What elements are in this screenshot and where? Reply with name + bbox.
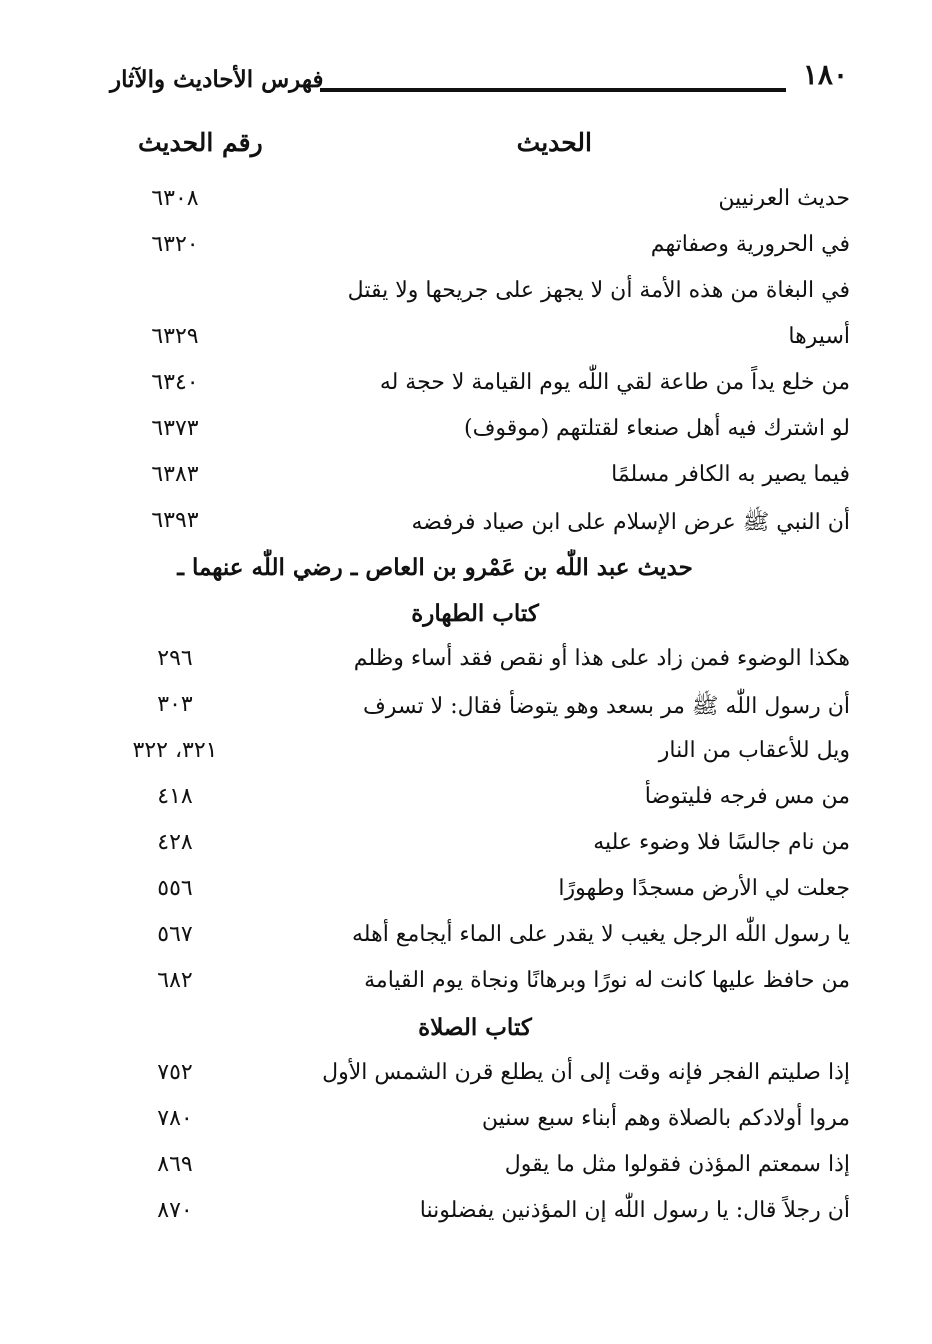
hadith-text: لو اشترك فيه أهل صنعاء لقتلتهم (موقوف) — [464, 416, 850, 441]
running-title: فهرس الأحاديث والآثار — [110, 66, 324, 93]
index-row — [100, 916, 850, 962]
index-row — [100, 272, 850, 318]
hadith-text: من مس فرجه فليتوضأ — [644, 784, 850, 809]
hadith-number: ٦٣٧٣ — [151, 416, 199, 441]
hadith-number: ٧٥٢ — [157, 1060, 193, 1085]
page-header — [110, 58, 848, 98]
hadith-text: إذا صليتم الفجر فإنه وقت إلى أن يطلع قرن الشمس الأول — [322, 1060, 850, 1085]
hadith-text: جعلت لي الأرض مسجدًا وطهورًا — [558, 876, 850, 901]
hadith-number: ٥٥٦ — [157, 876, 193, 901]
hadith-text: من حافظ عليها كانت له نورًا وبرهانًا ونجاة يوم القيامة — [364, 968, 850, 993]
hadith-text: في البغاة من هذه الأمة أن لا يجهز على جريحها ولا يقتل — [347, 278, 850, 303]
index-row — [100, 778, 850, 824]
hadith-text: في الحرورية وصفاتهم — [650, 232, 850, 257]
hadith-text: حديث العرنيين — [718, 186, 850, 211]
hadith-number: ٢٩٦ — [157, 646, 193, 671]
hadith-text: أن رسول اللّٰه ﷺ مر بسعد وهو يتوضأ فقال: لا تسرف — [363, 694, 850, 719]
hadith-text: أسيرها — [788, 324, 850, 349]
index-row — [100, 962, 850, 1008]
index-row — [100, 732, 850, 778]
hadith-number: ٦٣٨٣ — [151, 462, 199, 487]
hadith-text: يا رسول اللّٰه الرجل يغيب لا يقدر على الماء أيجامع أهله — [352, 922, 850, 947]
hadith-number: ٣٠٣ — [157, 692, 193, 717]
hadith-text: أن رجلاً قال: يا رسول اللّٰه إن المؤذنين يفضلوننا — [419, 1198, 850, 1223]
section-heading-text: كتاب الصلاة — [418, 1014, 532, 1041]
hadith-text: هكذا الوضوء فمن زاد على هذا أو نقص فقد أساء وظلم — [353, 646, 850, 671]
index-row — [100, 364, 850, 410]
hadith-text: ويل للأعقاب من النار — [658, 738, 850, 763]
hadith-number: ٦٣٤٠ — [151, 370, 199, 395]
hadith-number: ٥٦٧ — [157, 922, 193, 947]
section-heading — [100, 1008, 850, 1054]
index-row — [100, 180, 850, 226]
hadith-number: ٦٣٩٣ — [151, 508, 199, 533]
hadith-number: ٧٨٠ — [157, 1106, 193, 1131]
index-row — [100, 1192, 850, 1238]
page-number: ١٨٠ — [802, 58, 848, 91]
hadith-text: إذا سمعتم المؤذن فقولوا مثل ما يقول — [504, 1152, 850, 1177]
index-row — [100, 456, 850, 502]
index-row — [100, 824, 850, 870]
hadith-number: ٣٢١، ٣٢٢ — [132, 738, 218, 763]
hadith-number: ٦٨٢ — [157, 968, 193, 993]
column-header-hadith: الحديث — [516, 128, 592, 157]
hadith-number: ٤٢٨ — [157, 830, 193, 855]
index-row — [100, 318, 850, 364]
index-row — [100, 1146, 850, 1192]
index-row — [100, 640, 850, 686]
index-row — [100, 870, 850, 916]
hadith-number: ٤١٨ — [157, 784, 193, 809]
index-row — [100, 502, 850, 548]
hadith-number: ٨٧٠ — [157, 1198, 193, 1223]
section-heading-text: كتاب الطهارة — [411, 600, 539, 627]
index-row — [100, 1054, 850, 1100]
index-row — [100, 226, 850, 272]
hadith-text: مروا أولادكم بالصلاة وهم أبناء سبع سنين — [481, 1106, 850, 1131]
hadith-text: من نام جالسًا فلا وضوء عليه — [593, 830, 850, 855]
index-row — [100, 686, 850, 732]
section-heading — [100, 548, 850, 594]
section-heading-text: حديث عبد اللّٰه بن عَمْرو بن العاص ـ رضي اللّٰه عنهما ـ — [177, 554, 693, 581]
header-rule — [320, 88, 786, 92]
section-heading — [100, 594, 850, 640]
hadith-text: من خلع يداً من طاعة لقي اللّٰه يوم القيامة لا حجة له — [379, 370, 850, 395]
hadith-text: أن النبي ﷺ عرض الإسلام على ابن صياد فرفضه — [411, 510, 850, 535]
hadith-text: فيما يصير به الكافر مسلمًا — [611, 462, 850, 487]
hadith-number: ٨٦٩ — [157, 1152, 193, 1177]
hadith-number: ٦٣٢٠ — [151, 232, 199, 257]
index-row — [100, 410, 850, 456]
hadith-number: ٦٣٢٩ — [151, 324, 199, 349]
index-row — [100, 1100, 850, 1146]
column-header-number: رقم الحديث — [138, 128, 263, 157]
hadith-number: ٦٣٠٨ — [151, 186, 199, 211]
